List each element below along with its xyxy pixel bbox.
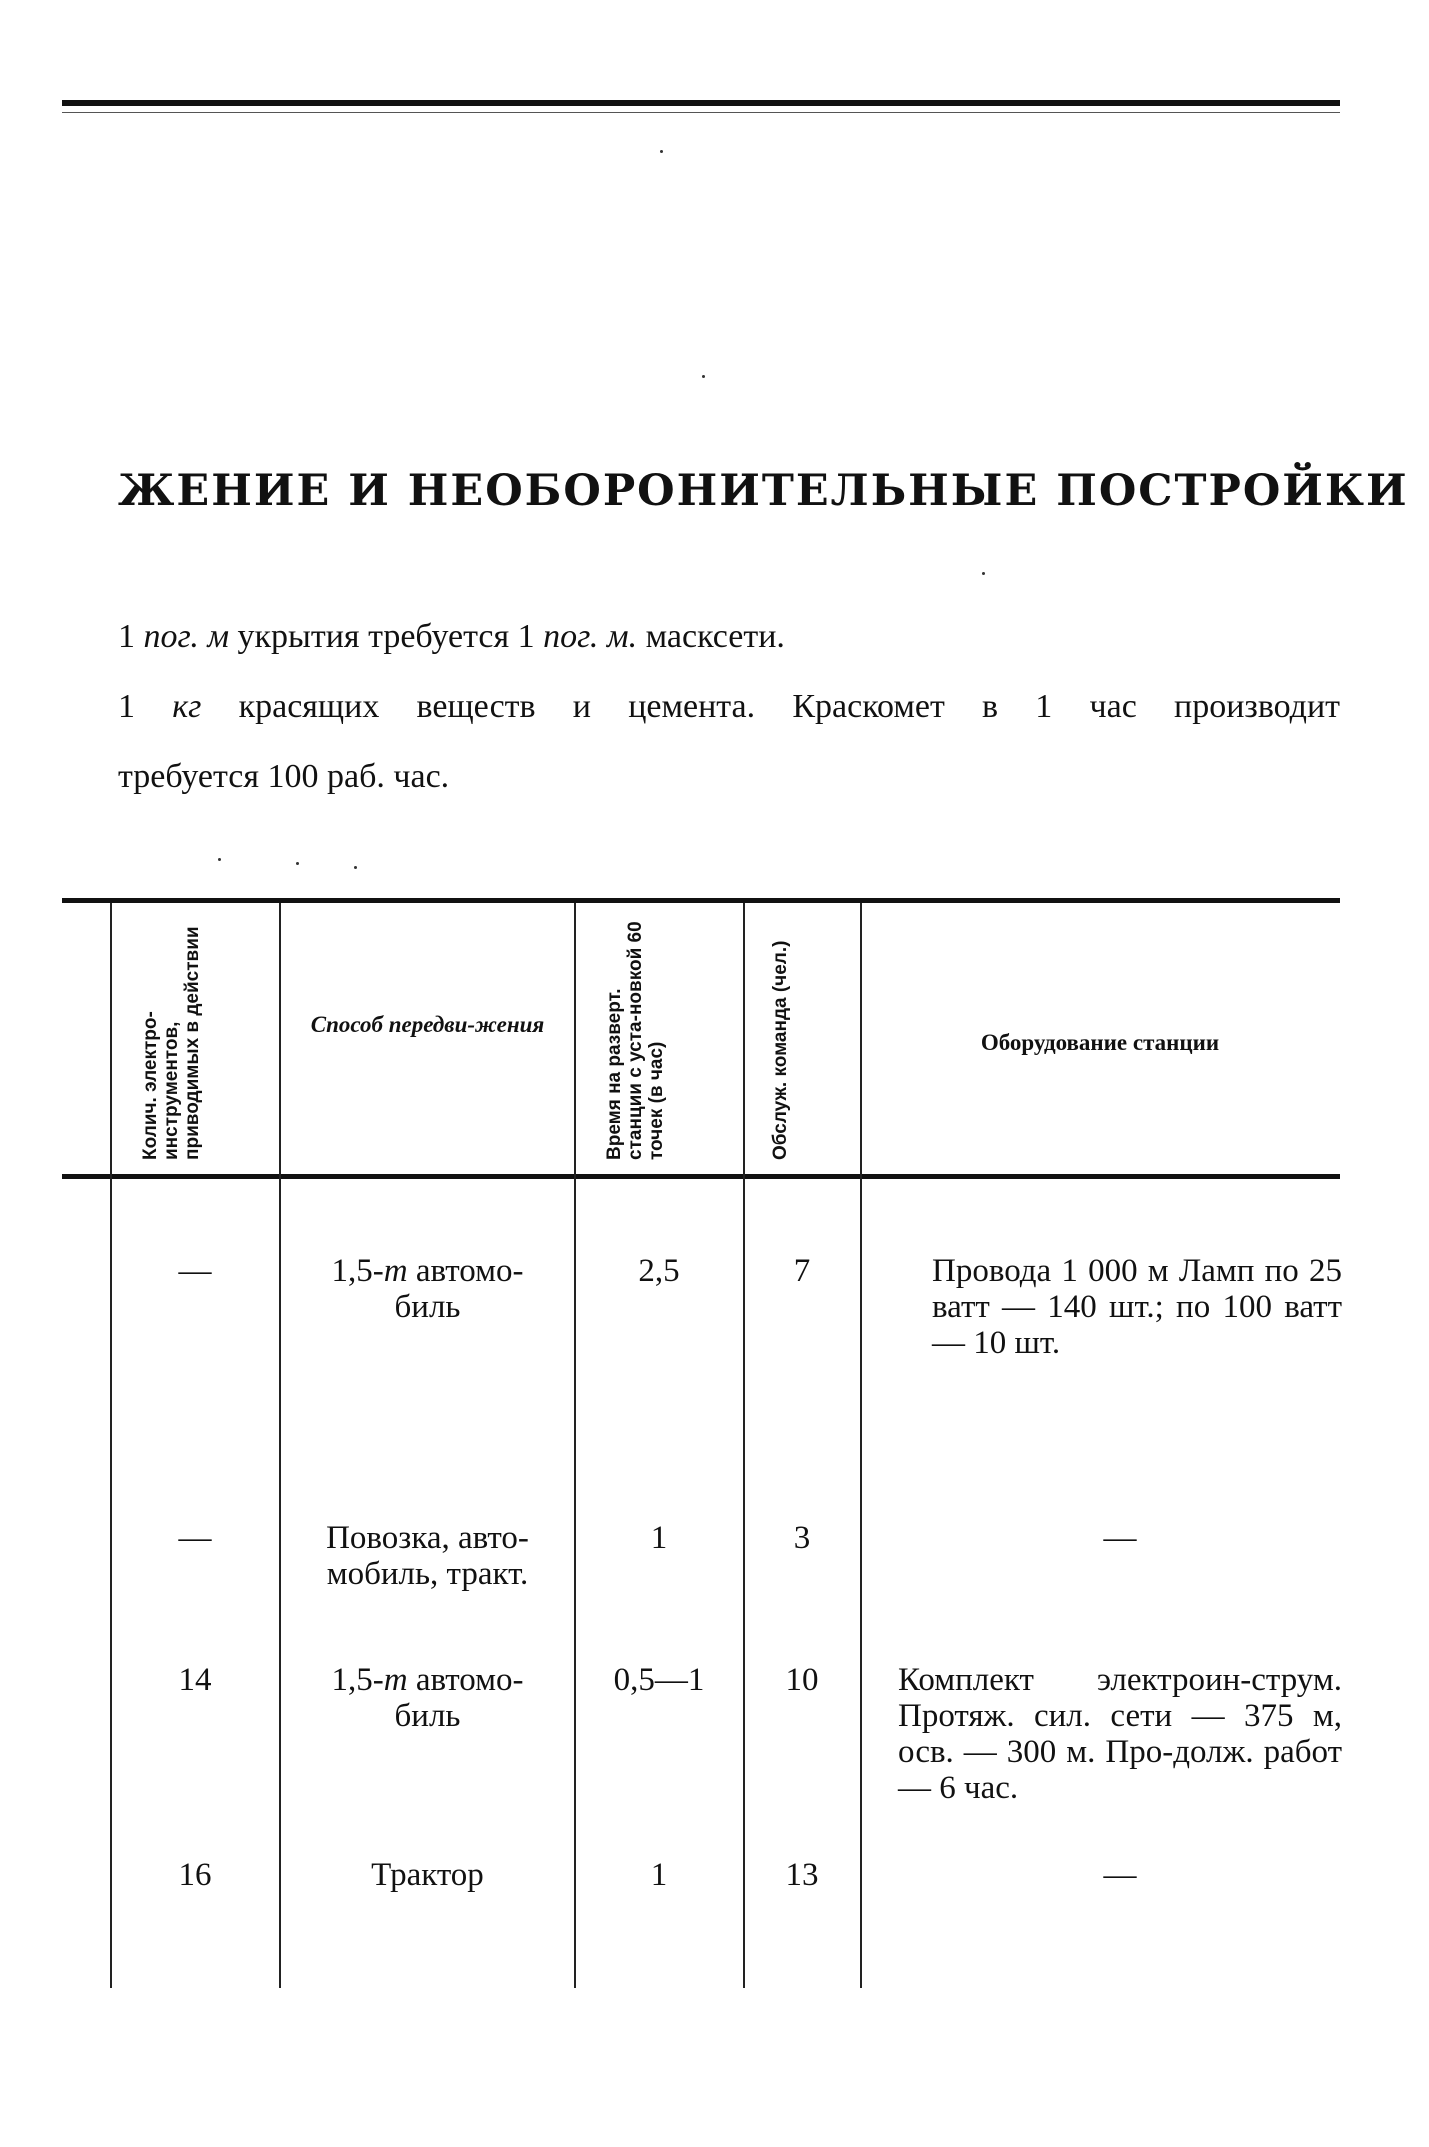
row3-crew: 10	[785, 1662, 819, 1698]
row1-time: 2,5	[638, 1253, 680, 1289]
print-speck	[354, 866, 357, 869]
row1-equipment: Провода 1 000 м Ламп по 25 ватт — 140 шт.; по 100 ватт — 10 шт.	[932, 1253, 1342, 1361]
row2-tools: —	[178, 1520, 212, 1556]
table-header-rule	[62, 1174, 1340, 1179]
top-rule-thin	[62, 112, 1340, 113]
column-divider	[279, 903, 281, 1988]
row4-time: 1	[650, 1857, 668, 1893]
section-heading: ЖЕНИЕ И НЕОБОРОНИТЕЛЬНЫЕ ПОСТРОЙКИ	[118, 466, 1409, 516]
row3-time: 0,5—1	[613, 1662, 705, 1698]
row4-tools: 16	[178, 1857, 212, 1893]
print-speck	[982, 572, 985, 575]
row2-crew: 3	[793, 1520, 811, 1556]
print-speck	[660, 150, 663, 153]
header-transport: Способ передви-жения	[310, 1012, 545, 1037]
header-tools-count: Колич. электро-инструментов, приводимых в действии	[140, 926, 203, 1160]
row4-equipment: —	[1103, 1857, 1137, 1893]
print-speck	[296, 862, 299, 865]
column-divider	[743, 903, 745, 1988]
top-rule	[62, 100, 1340, 106]
row1-crew: 7	[793, 1253, 811, 1289]
row3-equipment: Комплект электроин-струм. Протяж. сил. сети — 375 м, осв. — 300 м. Про-долж. работ — 6 час.	[898, 1662, 1342, 1806]
row2-equipment: —	[1103, 1520, 1137, 1556]
print-speck	[218, 858, 221, 861]
header-equipment: Оборудование станции	[980, 1030, 1220, 1055]
row1-tools: —	[178, 1253, 212, 1289]
paragraph-line-2: 1 кг красящих веществ и цемента. Краскомет в 1 час производит	[118, 688, 1341, 725]
column-divider	[860, 903, 862, 1988]
row4-crew: 13	[785, 1857, 819, 1893]
paragraph-line-1: 1 пог. м укрытия требуется 1 пог. м. масксети.	[118, 618, 785, 655]
header-crew: Обслуж. команда (чел.)	[770, 940, 791, 1160]
column-divider	[110, 903, 112, 1988]
table-top-rule	[62, 898, 1340, 903]
row3-tools: 14	[178, 1662, 212, 1698]
row4-transport: Трактор	[371, 1857, 484, 1893]
print-speck	[702, 375, 705, 378]
row3-transport: 1,5-т автомо-биль	[331, 1662, 524, 1734]
header-deploy-time: Время на разверт. станции с уста-новкой 60 точек (в час)	[604, 921, 667, 1160]
row2-transport: Повозка, авто-мобиль, тракт.	[326, 1520, 529, 1592]
row2-time: 1	[650, 1520, 668, 1556]
row1-transport: 1,5-т автомо-биль	[331, 1253, 524, 1325]
column-divider	[574, 903, 576, 1988]
paragraph-line-3: требуется 100 раб. час.	[118, 758, 450, 795]
